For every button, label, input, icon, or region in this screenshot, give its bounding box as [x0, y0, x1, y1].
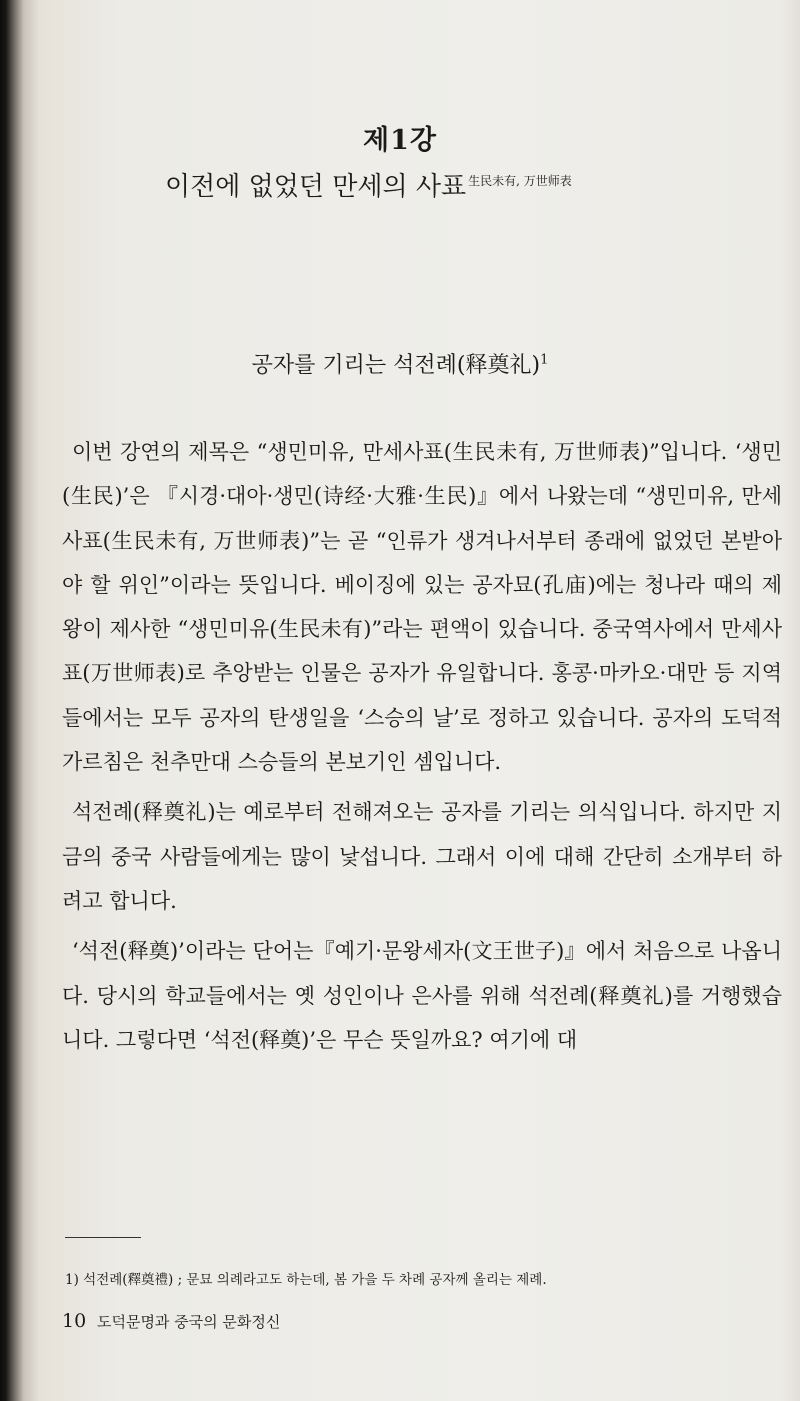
body-text — [62, 430, 782, 1062]
chapter-number: 제1강 — [363, 125, 437, 156]
paragraph-2: 석전례(释奠礼)는 예로부터 전해져오는 공자를 기리는 의식입니다. 하지만 지금의 중국 사람들에게는 많이 낯섭니다. 그래서 이에 대해 간단히 소개부터 하려고 합니다. — [62, 800, 782, 913]
chapter-title: 이전에 없었던 만세의 사표 — [165, 172, 467, 202]
page-number: 10 — [62, 1310, 87, 1332]
paragraph-3: ‘석전(释奠)’이라는 단어는『예기·문왕세자(文王世子)』에서 처음으로 나옵니다. 당시의 학교들에서는 옛 성인이나 은사를 위해 석전례(释奠礼)를 거행했습니다. 그렇다면 ‘석전(释奠)’은 무슨 뜻일까요? 여기에 대 — [62, 939, 782, 1052]
footnote-reference: 1 — [540, 352, 549, 368]
footnote: 1) 석전례(釋奠禮) ; 문묘 의례라고도 하는데, 봄 가을 두 차례 공자께 올리는 제례. — [65, 1272, 547, 1288]
running-title: 도덕문명과 중국의 문화정신 — [96, 1313, 281, 1331]
section-heading-line — [0, 348, 800, 379]
chapter-title-line — [165, 166, 705, 203]
paragraph-1: 이번 강연의 제목은 “생민미유, 만세사표(生民未有, 万世师表)”입니다. ‘생민(生民)’은 『시경·대아·생민(诗经·大雅·生民)』에서 나왔는데 “생민미유, 만세사표(生民未有, 万世师表)”는 곧 “인류가 생겨나서부터 종래에 없었던 본받아야 할 위인”이라는 뜻입니다. 베이징에 있는 공자묘(孔庙)에는 청나라 때의 제왕이 제사한 “생민미유(生民未有)”라는 편액이 있습니다. 중국역사에서 만세사표(万世师表)로 추앙받는 인물은 공자가 유일합니다. 홍콩·마카오·대만 등 지역들에서는 모두 공자의 탄생일을 ‘스승의 날’로 정하고 있습니다. 공자의 도덕적 가르침은 천추만대 스승들의 본보기인 셈입니다. — [62, 440, 782, 775]
chapter-title-note: 生民未有, 万世师表 — [468, 174, 572, 189]
page-footer — [62, 1310, 762, 1332]
section-heading: 공자를 기리는 석전례(释奠礼) — [251, 353, 541, 378]
footnote-divider — [65, 1237, 141, 1238]
